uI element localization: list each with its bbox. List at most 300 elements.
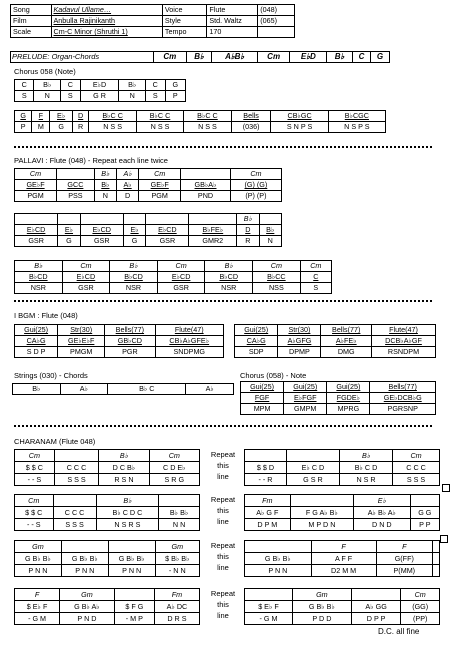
note-cell [189,214,237,225]
note-cell: G [58,236,80,247]
resize-handle[interactable] [440,535,448,543]
note-cell: GSR [62,283,110,294]
charanam-left-table [14,588,200,625]
note-cell: $ E♭ F [245,601,293,613]
note-cell: A♭ [116,180,138,191]
table-row [15,214,282,225]
note-cell: CB♭A♭GFE♭ [155,336,224,347]
table-row [15,474,200,486]
note-cell: C [15,80,34,91]
table-row [235,325,436,336]
note-cell: PGM [139,191,181,202]
note-cell: (PP) [401,613,440,625]
chorus-row2-table [14,110,386,133]
note-cell: NSR [205,283,253,294]
note-cell [286,450,339,462]
note-cell: GSR [146,236,189,247]
strings-title: Strings (030) - Chords [14,371,88,380]
note-cell: - - S [15,474,55,486]
note-cell: NSR [15,283,63,294]
table-row [245,565,440,577]
pallavi-title: PALLAVI : Flute (048) - Repeat each line twice [14,156,168,165]
cell: Scale [11,27,52,38]
chord-cell: Cm [154,52,187,63]
pallavi-line3 [14,260,332,294]
pallavi-line2 [14,213,282,247]
table-row [245,462,440,474]
note-cell: A♭ [60,384,108,395]
chorus-row1-table [14,79,186,102]
note-cell: B♭ [15,261,63,272]
note-cell: E♭CD [146,225,189,236]
divider [14,146,432,148]
note-cell [259,214,281,225]
note-cell: E♭CD [15,225,58,236]
note-cell: P P [410,519,439,531]
chorus-title: Chorus 058 (Note) [14,67,76,76]
note-cell: S [300,283,331,294]
cell: Voice [162,5,206,16]
note-cell: B♭C C [89,111,136,122]
note-cell: S [15,91,34,102]
table-row [15,272,332,283]
table-row [15,191,282,202]
note-cell: B♭FE♭ [189,225,237,236]
repeat-text: Repeat [210,589,236,598]
note-cell: A♭ B♭ A♭ [354,507,411,519]
cell [258,27,295,38]
note-cell: Cm [62,261,110,272]
note-cell: B♭CGC [328,111,385,122]
table-row [13,384,234,395]
note-cell: D [116,191,138,202]
charanam-left-table [14,449,200,486]
table-row [241,382,436,393]
note-cell: Str(30) [278,325,321,336]
note-cell: D P P [351,613,401,625]
note-cell: B♭CD [205,272,253,283]
ibgm-title: I BGM : Flute (048) [14,311,78,320]
note-cell: G [165,80,185,91]
footer-note: D.C. all fine [378,627,420,636]
note-cell: Cm [15,450,55,462]
note-cell: G S R [286,474,339,486]
note-cell: GMR2 [189,236,237,247]
note-cell [61,541,108,553]
table-row [245,495,440,507]
note-cell [433,553,440,565]
note-cell: SDP [235,347,278,358]
note-cell: B♭ C [108,384,186,395]
note-cell: P N D [60,613,115,625]
note-cell: Gui(25) [15,325,58,336]
note-cell: G B♭ B♭ [108,553,155,565]
note-cell [410,495,439,507]
note-cell: DPMP [278,347,321,358]
note-cell: Gm [60,589,115,601]
note-cell: DCB♭A♭GF [371,336,435,347]
charanam-right-table [244,449,440,486]
table-row [15,589,200,601]
table-row [15,180,282,191]
table-row [15,169,282,180]
table-row [15,565,200,577]
note-cell: GSR [15,236,58,247]
song-title: Kadavul Ullame… [51,5,162,16]
note-cell: PGR [105,347,155,358]
note-cell: E♭FGF [284,393,327,404]
note-cell: E♭ [58,225,80,236]
table-row [11,16,295,27]
cell: Song [11,5,52,16]
strings-table [12,383,234,395]
note-cell: Str(30) [58,325,105,336]
table-row [15,541,200,553]
note-cell: - G M [15,613,60,625]
cell: 170 [207,27,258,38]
table-row [15,553,200,565]
table-row [15,336,224,347]
note-cell: S [61,91,80,102]
note-cell: B♭ [110,261,158,272]
table-row [15,519,200,531]
note-cell: GE♭F [139,180,181,191]
note-cell: $ $ C [15,462,55,474]
note-cell: B♭ [34,80,61,91]
note-cell: GCC [57,180,95,191]
resize-handle[interactable] [442,484,450,492]
note-cell: C C C [393,462,440,474]
note-cell: Cm [157,261,205,272]
note-cell: A♭ DC [154,601,199,613]
note-cell: F [311,541,376,553]
table-row [245,613,440,625]
table-row [15,80,186,91]
note-cell: B♭ [340,450,393,462]
divider [14,425,432,427]
charanam-left-table [14,540,200,577]
note-cell: D N D [354,519,411,531]
note-cell: (G) (G) [230,180,281,191]
note-cell: C [300,272,331,283]
note-cell: F [32,111,50,122]
table-row [11,5,295,16]
note-cell: D C B♭ [99,462,149,474]
note-cell: PGRSNP [370,404,436,415]
note-cell: G B♭ B♭ [292,601,351,613]
note-cell: D2 M M [311,565,376,577]
cell: (065) [258,16,295,27]
note-cell [108,541,155,553]
ibgm-left-table [14,324,224,358]
note-cell: G [15,111,32,122]
charanam-title: CHARANAM (Flute 048) [14,437,96,446]
note-cell [53,495,96,507]
note-cell: Gui(25) [235,325,278,336]
note-cell [290,495,353,507]
note-cell: $ F G [114,601,154,613]
song-info-table [10,4,295,38]
note-cell: N S S [89,122,136,133]
repeat-text: line [217,563,229,572]
note-cell: Cm [15,495,54,507]
note-cell: G B♭ B♭ [61,553,108,565]
note-cell: Gm [155,541,199,553]
note-cell: S S S [393,474,440,486]
note-cell: N S S [136,122,183,133]
note-cell: PND [181,191,231,202]
note-cell: Gm [292,589,351,601]
note-cell: S D P [15,347,58,358]
note-cell: Cm [230,169,281,180]
repeat-note [206,540,240,573]
note-cell: Gui(25) [241,382,284,393]
table-row [15,507,200,519]
table-row [15,462,200,474]
note-cell: Cm [15,169,57,180]
note-cell [181,169,231,180]
chord-cell: C [352,52,370,63]
repeat-text: Repeat [210,541,236,550]
note-cell: - G M [245,613,293,625]
note-cell: A♭GFG [278,336,321,347]
table-row [241,404,436,415]
note-cell: N S P S [328,122,385,133]
note-cell: Gui(25) [327,382,370,393]
note-cell: $ $ C [15,507,54,519]
note-cell: B♭ B♭ [159,507,200,519]
note-cell: Flute(47) [155,325,224,336]
note-cell: MPM [241,404,284,415]
note-cell: D [237,225,259,236]
note-cell: CA♭G [15,336,58,347]
chord-cell: G [371,52,390,63]
repeat-text: line [217,611,229,620]
table-row [15,236,282,247]
table-row [245,541,440,553]
cell: Flute [207,5,258,16]
note-cell: G R [80,91,119,102]
note-cell: R [72,122,89,133]
repeat-text: line [217,472,229,481]
note-cell: P N N [61,565,108,577]
note-cell [54,450,98,462]
note-cell: G [50,122,73,133]
note-cell: MPRG [327,404,370,415]
table-row [11,52,390,63]
note-cell: Flute(47) [371,325,435,336]
note-cell: Gm [15,541,62,553]
cell: Style [162,16,206,27]
note-cell: B♭ C D C [96,507,159,519]
table-row [15,261,332,272]
note-cell: G B♭ B♭ [15,553,62,565]
note-cell [57,169,95,180]
note-cell: B♭ [119,80,146,91]
chord-cell: A♭B♭ [212,52,257,63]
note-cell: Fm [245,495,291,507]
note-cell: B♭ [259,225,281,236]
repeat-text: Repeat [210,495,236,504]
note-cell [245,450,287,462]
note-cell: D R S [154,613,199,625]
note-cell: S R G [149,474,199,486]
note-cell: B♭ [237,214,259,225]
note-cell: $ E♭ F [15,601,60,613]
note-cell: P N N [15,565,62,577]
note-cell: G B♭ A♭ [60,601,115,613]
note-cell: RSNDPM [371,347,435,358]
repeat-note [206,494,240,527]
note-cell [80,214,123,225]
note-cell: N S R S [96,519,159,531]
note-cell [123,214,145,225]
note-cell: G B♭ B♭ [245,553,312,565]
note-cell: GMPM [284,404,327,415]
note-cell: N [34,91,61,102]
note-cell: - N N [155,565,199,577]
table-row [15,347,224,358]
note-cell: P(MM) [376,565,433,577]
table-row [15,111,386,122]
note-cell [245,541,312,553]
chorus-note-table [240,381,436,415]
note-cell: N [94,191,116,202]
note-cell: S S S [53,519,96,531]
note-cell: P [165,91,185,102]
table-row [15,225,282,236]
table-row [11,27,295,38]
note-cell: F [376,541,433,553]
note-cell: Bells(77) [105,325,155,336]
note-cell: B♭ [94,169,116,180]
repeat-text: line [217,517,229,526]
note-cell: B♭CD [110,272,158,283]
note-cell: Cm [253,261,301,272]
divider [14,300,432,302]
note-cell: F G A♭ B♭ [290,507,353,519]
note-cell: DMG [321,347,372,358]
note-cell: GB♭A♭ [181,180,231,191]
note-cell: P N N [108,565,155,577]
note-cell: S N P S [271,122,328,133]
note-cell: E♭D [80,80,119,91]
table-row [15,601,200,613]
repeat-text: Repeat [210,450,236,459]
table-row [235,336,436,347]
note-cell: A♭ [116,169,138,180]
note-cell: P D D [292,613,351,625]
repeat-note [206,588,240,621]
note-cell: - - S [15,519,54,531]
table-row [15,283,332,294]
table-row [245,450,440,462]
note-cell: Cm [300,261,331,272]
note-cell: S [146,91,165,102]
charanam-right-table [244,588,440,625]
table-row [245,507,440,519]
chord-cell: Cm [257,52,290,63]
prelude-label: PRELUDE: Organ-Chords [11,52,154,63]
note-cell: Bells [231,111,271,122]
note-cell: CB♭GC [271,111,328,122]
note-cell: G(FF) [376,553,433,565]
note-cell: C C C [54,462,98,474]
note-cell: - M P [114,613,154,625]
note-cell: B♭C C [184,111,231,122]
note-cell: E♭CD [157,272,205,283]
charanam-right-table [244,540,440,577]
chord-cell: B♭ [186,52,212,63]
note-cell: GSR [80,236,123,247]
cell: Std. Waltz [207,16,258,27]
note-cell: A♭ [186,384,234,395]
note-cell: GB♭CD [105,336,155,347]
note-cell [15,214,58,225]
note-cell: PMGM [58,347,105,358]
note-cell: A♭FE♭ [321,336,372,347]
note-cell: R [237,236,259,247]
pallavi-line1 [14,168,282,202]
note-cell [114,589,154,601]
note-cell: FGDE♭ [327,393,370,404]
ibgm-right-table [234,324,436,358]
note-cell: Fm [154,589,199,601]
note-cell: B♭ [205,261,253,272]
cell: Tempo [162,27,206,38]
chorus-note-title: Chorus (058) - Note [240,371,307,380]
note-cell [433,541,440,553]
note-cell: Cm [139,169,181,180]
note-cell: Cm [149,450,199,462]
repeat-text: this [217,552,229,561]
repeat-text: this [217,506,229,515]
cell: (048) [258,5,295,16]
note-cell: N S R [340,474,393,486]
note-cell: GE♭F [15,180,57,191]
note-cell: GSR [157,283,205,294]
note-cell: CA♭G [235,336,278,347]
table-row [15,495,200,507]
repeat-note [206,449,240,482]
note-cell: B♭C C [136,111,183,122]
table-row [15,613,200,625]
note-cell [146,214,189,225]
note-cell: FGF [241,393,284,404]
note-cell: P N N [245,565,312,577]
note-cell: N [259,236,281,247]
note-cell: B♭CD [15,272,63,283]
note-cell: (036) [231,122,271,133]
note-cell: B♭ [99,450,149,462]
note-cell: NSR [110,283,158,294]
note-cell: B♭ [94,180,116,191]
chord-cell: B♭ [327,52,353,63]
note-cell: C C C [53,507,96,519]
note-cell: R S N [99,474,149,486]
note-cell: E♭ [354,495,411,507]
note-cell: G G [410,507,439,519]
note-cell: F [15,589,60,601]
film-name: Anbulla Rajinikanth [51,16,162,27]
note-cell: M [32,122,50,133]
note-cell: (GG) [401,601,440,613]
note-cell: Bells(77) [321,325,372,336]
note-cell [433,565,440,577]
table-row [245,519,440,531]
note-cell [245,589,293,601]
note-cell: S S S [54,474,98,486]
